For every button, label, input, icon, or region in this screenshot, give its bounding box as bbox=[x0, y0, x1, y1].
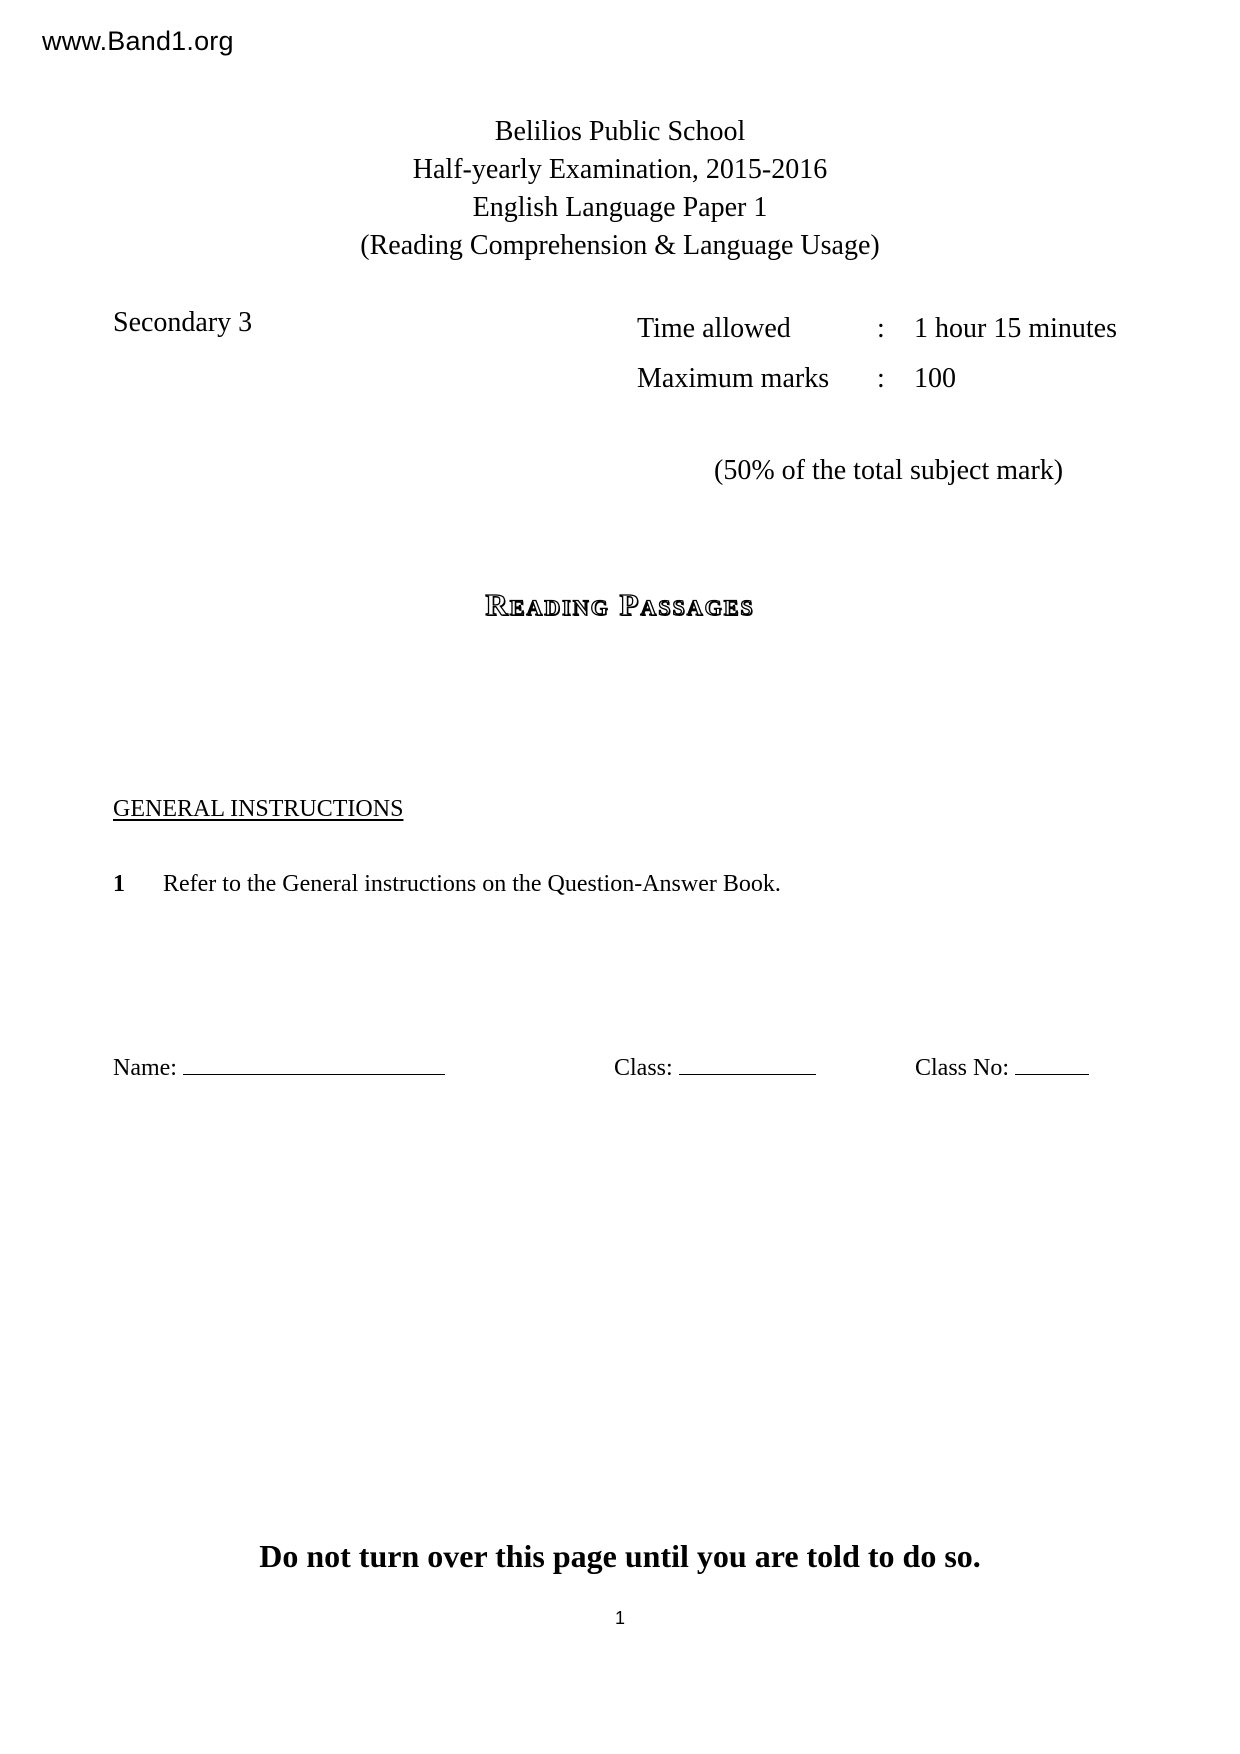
paper-subtitle: (Reading Comprehension & Language Usage) bbox=[360, 230, 880, 261]
class-label: Class: bbox=[614, 1055, 673, 1081]
class-no-field[interactable] bbox=[915, 1052, 1089, 1082]
maximum-marks-value: 100 bbox=[914, 363, 956, 394]
name-blank[interactable] bbox=[183, 1052, 445, 1075]
exam-title: Half-yearly Examination, 2015-2016 bbox=[412, 154, 828, 185]
exam-header bbox=[0, 113, 1240, 265]
class-no-blank[interactable] bbox=[1015, 1052, 1089, 1075]
weight-note: (50% of the total subject mark) bbox=[714, 455, 1064, 486]
instruction-text: Refer to the General instructions on the Question-Answer Book. bbox=[163, 871, 781, 897]
class-field[interactable] bbox=[614, 1052, 816, 1082]
maximum-marks-label: Maximum marks bbox=[637, 363, 830, 394]
class-level: Secondary 3 bbox=[113, 307, 253, 338]
section-title: Reading Passages bbox=[485, 587, 755, 622]
time-allowed-value: 1 hour 15 minutes bbox=[914, 313, 1117, 344]
school-name: Belilios Public School bbox=[494, 116, 746, 147]
instruction-number: 1 bbox=[113, 871, 125, 897]
time-allowed-label: Time allowed bbox=[637, 313, 791, 344]
class-no-label: Class No: bbox=[915, 1055, 1010, 1081]
name-label: Name: bbox=[113, 1055, 177, 1081]
do-not-turn-warning: Do not turn over this page until you are told to do so. bbox=[259, 1538, 981, 1574]
maximum-marks-colon: : bbox=[877, 363, 885, 394]
watermark-url: www.Band1.org bbox=[42, 26, 234, 56]
page-number: 1 bbox=[614, 1608, 625, 1628]
time-allowed-colon: : bbox=[877, 313, 885, 344]
paper-title: English Language Paper 1 bbox=[472, 192, 768, 223]
instructions-heading: GENERAL INSTRUCTIONS bbox=[113, 796, 404, 822]
class-blank[interactable] bbox=[679, 1052, 816, 1075]
name-field[interactable] bbox=[113, 1052, 445, 1082]
